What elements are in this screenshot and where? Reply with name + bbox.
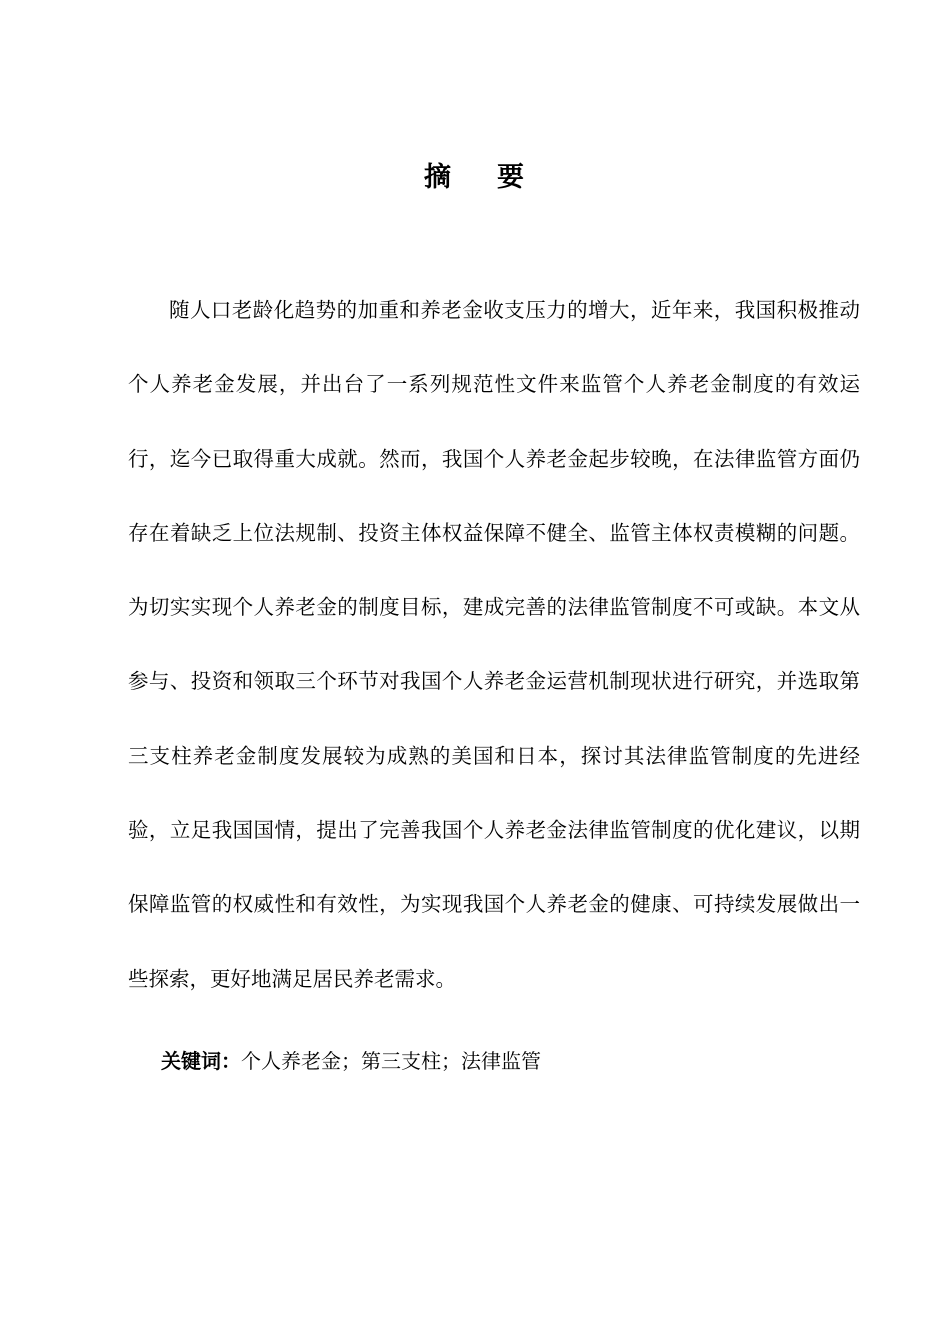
page-title (0, 158, 950, 198)
keywords-line (161, 1044, 861, 1078)
abstract-paragraph: 随人口老龄化趋势的加重和养老金收支压力的增大，近年来，我国积极推动个人养老金发展，并出台了一系列规范性文件来监管个人养老金制度的有效运行，迄今已取得重大成就。然而，我国个人养老金起步较晚，在法律监管方面仍存在着缺乏上位法规制、投资主体权益保障不健全、监管主体权责模糊的问题。为切实实现个人养老金的制度目标，建成完善的法律监管制度不可或缺。本文从参与、投资和领取三个环节对我国个人养老金运营机制现状进行研究，并选取第三支柱养老金制度发展较为成熟的美国和日本，探讨其法律监管制度的先进经验，立足我国国情，提出了完善我国个人养老金法律监管制度的优化建议，以期保障监管的权威性和有效性，为实现我国个人养老金的健康、可持续发展做出一些探索，更好地满足居民养老需求。 (128, 298, 860, 991)
title-char-1: 摘 (424, 162, 453, 193)
keywords-list: 个人养老金；第三支柱；法律监管 (241, 1049, 541, 1073)
keywords-label: 关键词： (161, 1049, 241, 1073)
title-char-2: 要 (497, 162, 526, 193)
